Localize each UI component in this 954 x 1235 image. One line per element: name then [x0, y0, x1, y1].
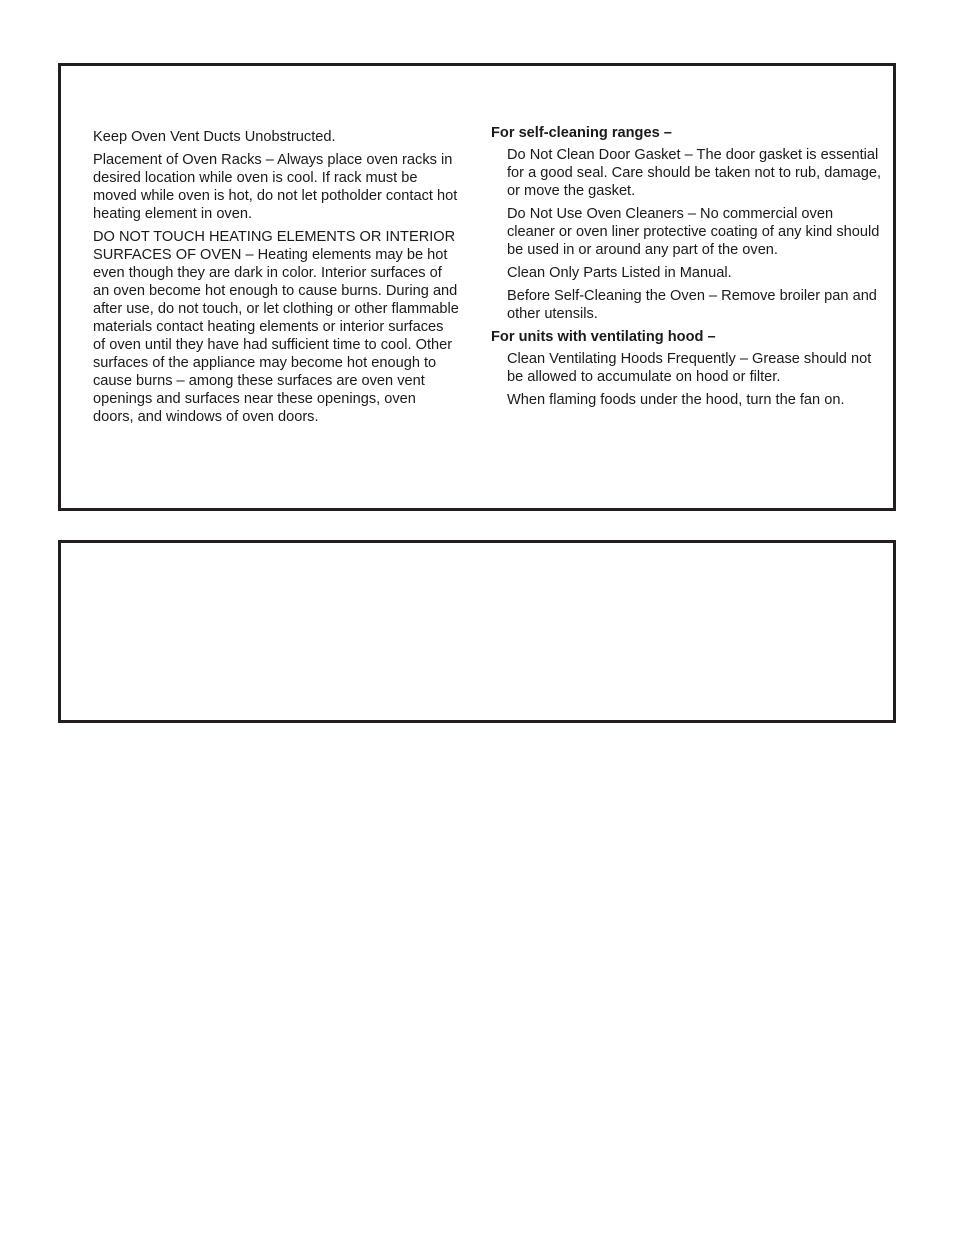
left-column [93, 128, 459, 431]
paragraph-oven-racks: Placement of Oven Racks – Always place oven racks in desired location while oven is cool. If rack must be moved while oven is hot, do not let potholder contact hot heating element in oven. [93, 152, 458, 222]
self-cleaning-heading: For self-cleaning ranges – [491, 125, 672, 141]
right-column [491, 124, 883, 414]
self-cleaning-item-clean-parts: Clean Only Parts Listed in Manual. [507, 265, 732, 281]
empty-bordered-box [58, 540, 896, 723]
ventilating-hood-item-clean-frequently: Clean Ventilating Hoods Frequently – Grease should not be allowed to accumulate on hood or filter. [507, 351, 872, 385]
self-cleaning-item-before-cleaning: Before Self-Cleaning the Oven – Remove broiler pan and other utensils. [507, 288, 877, 322]
ventilating-hood-item-flaming-foods: When flaming foods under the hood, turn the fan on. [507, 392, 845, 408]
safety-instructions-box [58, 63, 896, 511]
paragraph-vent-ducts: Keep Oven Vent Ducts Unobstructed. [93, 129, 336, 145]
self-cleaning-item-oven-cleaners: Do Not Use Oven Cleaners – No commercial oven cleaner or oven liner protective coating of any kind should be used in or around any part of the oven. [507, 206, 880, 258]
self-cleaning-item-gasket: Do Not Clean Door Gasket – The door gasket is essential for a good seal. Care should be taken not to rub, damage, or move the gasket. [507, 147, 882, 199]
paragraph-heating-elements: DO NOT TOUCH HEATING ELEMENTS OR INTERIOR SURFACES OF OVEN – Heating elements may be hot even though they are dark in color. Interior surfaces of an oven become hot enough to cause burns. During and after use, do not touch, or let clothing or other flammable materials contact heating elements or interior surfaces of oven until they have had sufficient time to cool. Other surfaces of the appliance may become hot enough to cause burns – among these surfaces are oven vent openings and surfaces near these openings, oven doors, and windows of oven doors. [93, 229, 459, 425]
ventilating-hood-heading: For units with ventilating hood – [491, 329, 716, 345]
